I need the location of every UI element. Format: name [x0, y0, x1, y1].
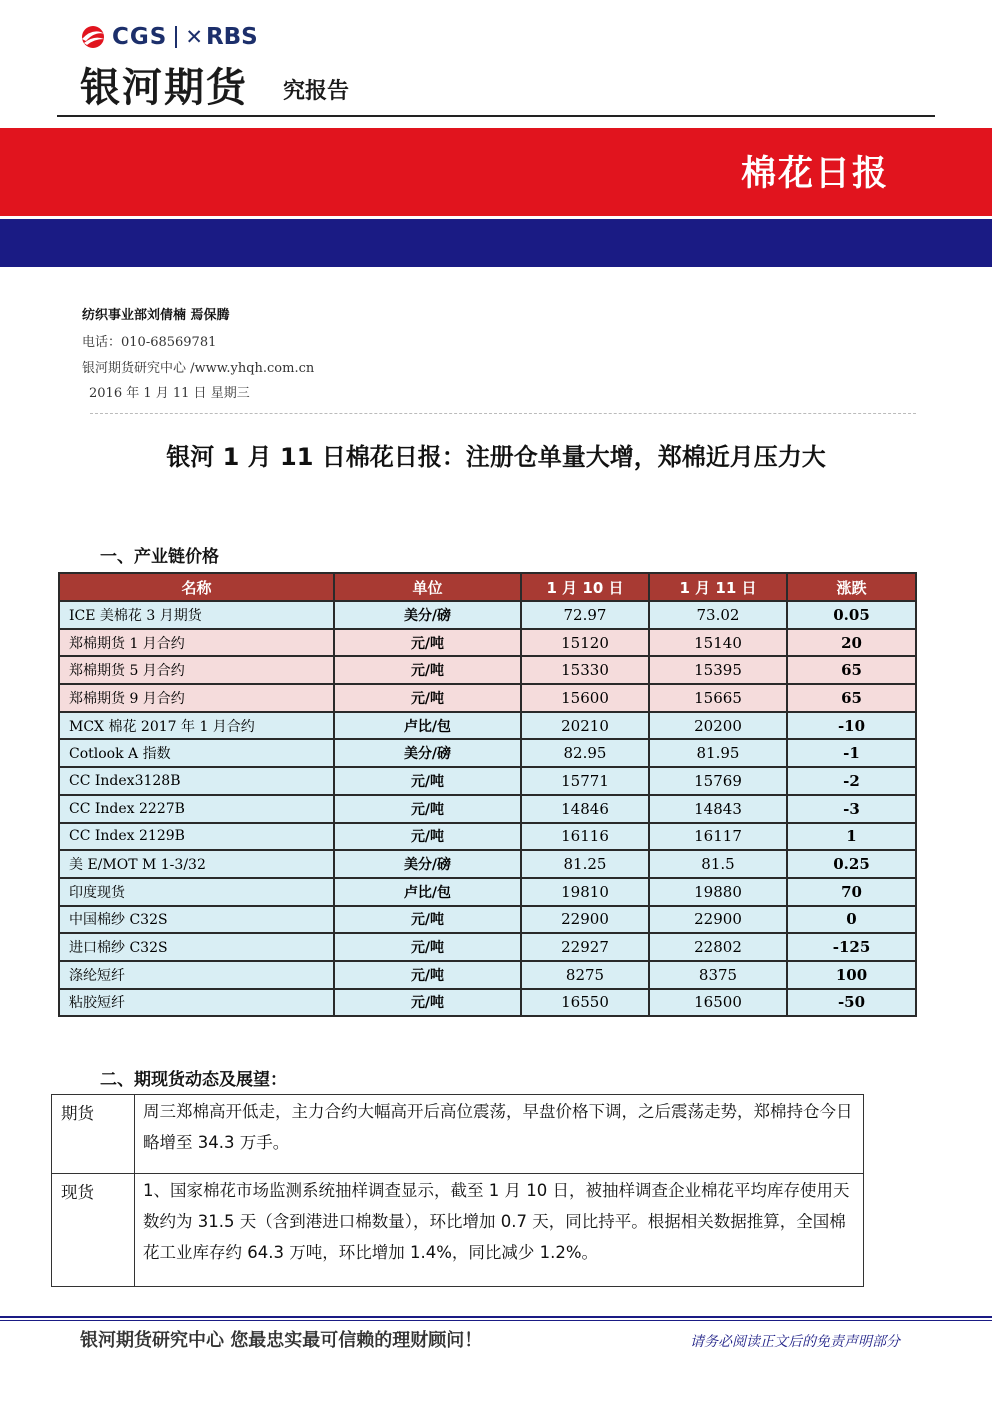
- row-unit: 元/吨: [334, 933, 521, 961]
- row-name: MCX 棉花 2017 年 1 月合约: [59, 712, 334, 740]
- row-unit: 美分/磅: [334, 850, 521, 878]
- row-price-jan11: 19880: [649, 878, 787, 906]
- footer-slogan: 银河期货研究中心 您最忠实最可信赖的理财顾问！: [80, 1330, 483, 1351]
- row-unit: 元/吨: [334, 823, 521, 851]
- row-name: 美 E/MOT M 1-3/32: [59, 850, 334, 878]
- phone: 电话：010-68569781: [82, 335, 217, 350]
- col-header-name: 名称: [59, 573, 334, 601]
- row-price-jan10: 16550: [521, 989, 649, 1017]
- row-change: 0: [787, 906, 916, 934]
- row-name: 粘胶短纤: [59, 989, 334, 1017]
- table-row: [59, 823, 916, 851]
- row-name: ICE 美棉花 3 月期货: [59, 601, 334, 629]
- row-change: -10: [787, 712, 916, 740]
- row-unit: 元/吨: [334, 767, 521, 795]
- cgs-logo-icon: [78, 25, 108, 49]
- row-unit: 元/吨: [334, 629, 521, 657]
- futures-label: 期货: [52, 1095, 135, 1174]
- table-row: [59, 878, 916, 906]
- rbs-logo-icon: ✕: [185, 25, 203, 49]
- row-change: -3: [787, 795, 916, 823]
- row-change: -1: [787, 739, 916, 767]
- row-change: 65: [787, 684, 916, 712]
- futures-text: 周三郑棉高开低走，主力合约大幅高开后高位震荡，早盘价格下调，之后震荡走势，郑棉持仓今日略增至 34.3 万手。: [135, 1095, 864, 1174]
- row-price-jan11: 15665: [649, 684, 787, 712]
- table-row: [59, 795, 916, 823]
- row-unit: 元/吨: [334, 684, 521, 712]
- table-row: [59, 850, 916, 878]
- row-name: 郑棉期货 9 月合约: [59, 684, 334, 712]
- table-row: [59, 601, 916, 629]
- table-row: [59, 961, 916, 989]
- section-title-outlook: 二、期现货动态及展望：: [100, 1070, 287, 1090]
- row-price-jan11: 81.5: [649, 850, 787, 878]
- company-logo: [78, 22, 258, 52]
- footer-rule-thin: [0, 1320, 992, 1321]
- row-name: CC Index 2227B: [59, 795, 334, 823]
- row-name: 中国棉纱 C32S: [59, 906, 334, 934]
- table-row: [59, 712, 916, 740]
- table-header-row: [59, 573, 916, 601]
- row-unit: 卢比/包: [334, 878, 521, 906]
- table-row: [59, 906, 916, 934]
- row-price-jan10: 19810: [521, 878, 649, 906]
- logo-cgs-text: CGS: [112, 24, 168, 50]
- footer-disclaimer: 请务必阅读正文后的免责声明部分: [690, 1334, 900, 1350]
- row-price-jan11: 22900: [649, 906, 787, 934]
- row-price-jan10: 15771: [521, 767, 649, 795]
- row-name: 进口棉纱 C32S: [59, 933, 334, 961]
- col-header-jan11: 1 月 11 日: [649, 573, 787, 601]
- price-table: [58, 572, 917, 1017]
- row-price-jan11: 16500: [649, 989, 787, 1017]
- report-date: 2016 年 1 月 11 日 星期三: [89, 386, 250, 401]
- dashed-divider: [90, 413, 916, 414]
- row-price-jan11: 73.02: [649, 601, 787, 629]
- row-name: 郑棉期货 5 月合约: [59, 656, 334, 684]
- table-row: [59, 767, 916, 795]
- table-row: [59, 933, 916, 961]
- col-header-change: 涨跌: [787, 573, 916, 601]
- row-price-jan10: 15120: [521, 629, 649, 657]
- row-price-jan11: 8375: [649, 961, 787, 989]
- row-change: 0.25: [787, 850, 916, 878]
- row-price-jan11: 14843: [649, 795, 787, 823]
- row-price-jan11: 22802: [649, 933, 787, 961]
- row-price-jan10: 81.25: [521, 850, 649, 878]
- section-title-prices: 一、产业链价格: [100, 547, 219, 567]
- row-price-jan10: 8275: [521, 961, 649, 989]
- row-price-jan10: 82.95: [521, 739, 649, 767]
- row-price-jan10: 16116: [521, 823, 649, 851]
- row-change: -125: [787, 933, 916, 961]
- row-change: 65: [787, 656, 916, 684]
- row-unit: 元/吨: [334, 656, 521, 684]
- row-name: CC Index3128B: [59, 767, 334, 795]
- row-name: CC Index 2129B: [59, 823, 334, 851]
- spot-label: 现货: [52, 1174, 135, 1287]
- row-unit: 卢比/包: [334, 712, 521, 740]
- headline: 银河 1 月 11 日棉花日报：注册仓单量大增，郑棉近月压力大: [166, 443, 826, 471]
- table-row: [59, 739, 916, 767]
- spot-text: 1、国家棉花市场监测系统抽样调查显示，截至 1 月 10 日，被抽样调查企业棉花平均库存使用天数约为 31.5 天（含到港进口棉数量），环比增加 0.7 天，同比持平。根据相关数据推算，全国棉花工业库存约 64.3 万吨，环比增加 1.4%，同比减少 1.2%。: [135, 1174, 864, 1287]
- row-unit: 元/吨: [334, 961, 521, 989]
- row-price-jan10: 72.97: [521, 601, 649, 629]
- header-rule: [57, 115, 935, 117]
- row-change: 70: [787, 878, 916, 906]
- table-row: [59, 684, 916, 712]
- col-header-jan10: 1 月 10 日: [521, 573, 649, 601]
- row-price-jan11: 15769: [649, 767, 787, 795]
- row-unit: 元/吨: [334, 989, 521, 1017]
- col-header-unit: 单位: [334, 573, 521, 601]
- research-center: 银河期货研究中心 /www.yhqh.com.cn: [82, 361, 315, 376]
- row-unit: 美分/磅: [334, 739, 521, 767]
- row-price-jan10: 15330: [521, 656, 649, 684]
- row-change: 1: [787, 823, 916, 851]
- brand-subtitle: 究报告: [283, 79, 350, 104]
- authors: 纺织事业部刘倩楠 焉保腾: [82, 308, 230, 323]
- row-change: -50: [787, 989, 916, 1017]
- brand-name: 银河期货: [80, 65, 248, 111]
- outlook-table: [51, 1094, 864, 1287]
- logo-rbs-text: RBS: [205, 24, 258, 50]
- row-change: 100: [787, 961, 916, 989]
- row-price-jan10: 20210: [521, 712, 649, 740]
- row-unit: 元/吨: [334, 906, 521, 934]
- row-price-jan10: 22900: [521, 906, 649, 934]
- table-row: [52, 1095, 864, 1174]
- row-price-jan11: 15140: [649, 629, 787, 657]
- row-price-jan11: 20200: [649, 712, 787, 740]
- row-price-jan10: 22927: [521, 933, 649, 961]
- row-price-jan11: 15395: [649, 656, 787, 684]
- logo-divider: [175, 26, 177, 48]
- table-row: [59, 656, 916, 684]
- row-change: 20: [787, 629, 916, 657]
- row-price-jan10: 15600: [521, 684, 649, 712]
- row-change: -2: [787, 767, 916, 795]
- table-row: [52, 1174, 864, 1287]
- row-unit: 美分/磅: [334, 601, 521, 629]
- row-name: 印度现货: [59, 878, 334, 906]
- row-change: 0.05: [787, 601, 916, 629]
- table-row: [59, 629, 916, 657]
- row-name: 郑棉期货 1 月合约: [59, 629, 334, 657]
- row-unit: 元/吨: [334, 795, 521, 823]
- row-price-jan11: 81.95: [649, 739, 787, 767]
- footer-rule: [0, 1316, 992, 1318]
- row-name: 涤纶短纤: [59, 961, 334, 989]
- row-price-jan10: 14846: [521, 795, 649, 823]
- blue-band: [0, 219, 992, 267]
- row-name: Cotlook A 指数: [59, 739, 334, 767]
- row-price-jan11: 16117: [649, 823, 787, 851]
- report-title: 棉花日报: [740, 154, 889, 194]
- table-row: [59, 989, 916, 1017]
